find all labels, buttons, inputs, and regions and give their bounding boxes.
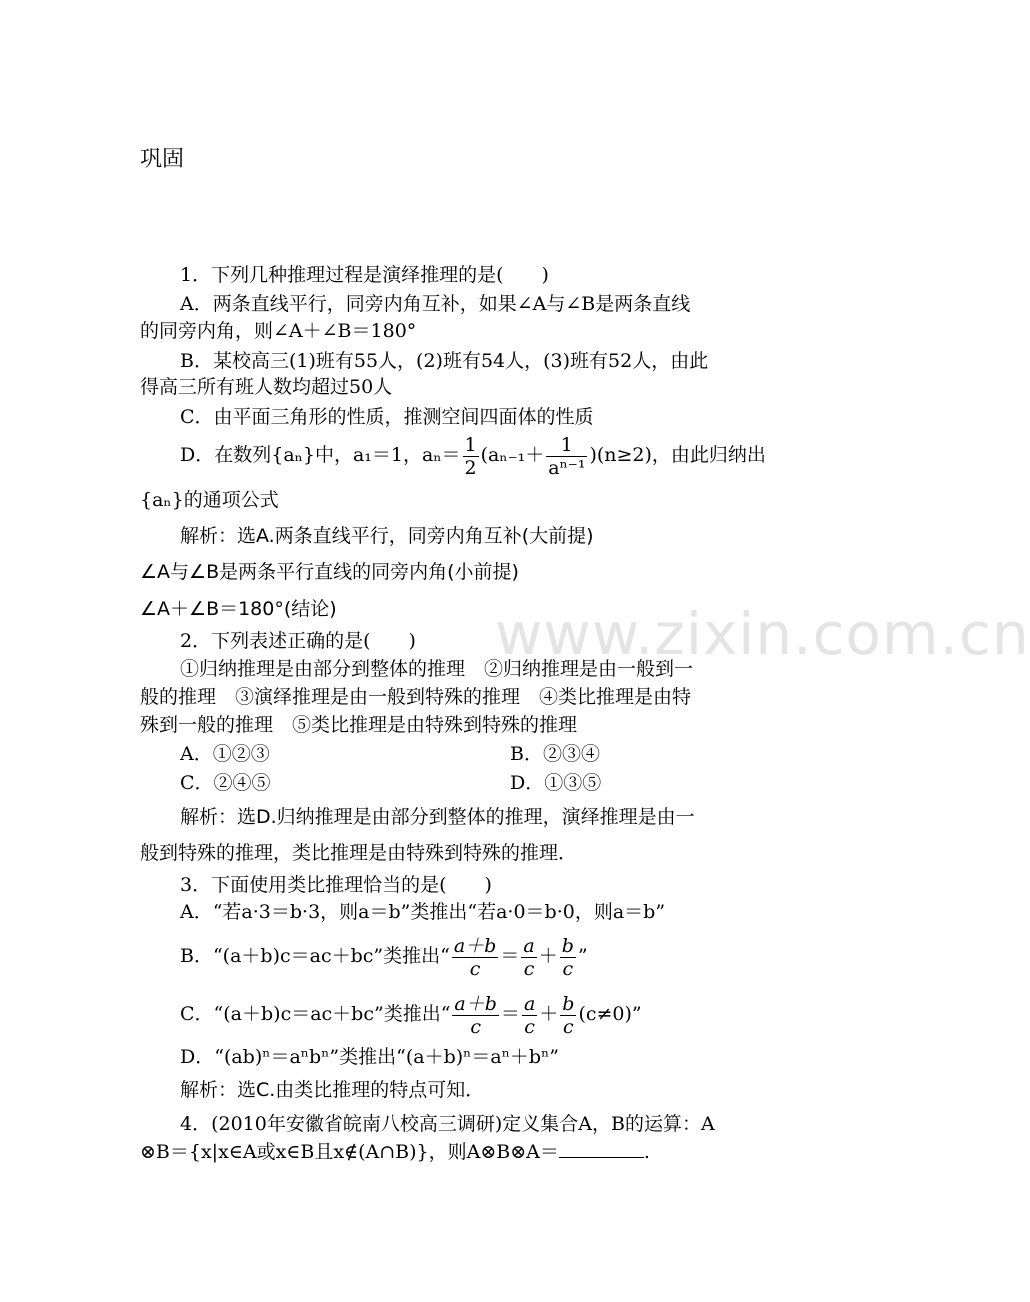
q1-option-d-prefix: D．在数列{aₙ}中，a₁＝1，aₙ＝ — [180, 444, 461, 466]
fraction-denominator: c — [469, 957, 481, 980]
q3-option-c-prefix: C．“(a＋b)c＝ac＋bc”类推出“ — [180, 1003, 451, 1025]
q1-option-a-line1: A．两条直线平行，同旁内角互补，如果∠A与∠B是两条直线 — [180, 293, 691, 315]
fraction — [560, 993, 576, 1038]
q2-option-a: A．①②③ — [180, 743, 270, 765]
plus-sign: ＋ — [539, 1003, 559, 1025]
page-title: 巩固 — [140, 147, 185, 172]
fraction-numerator: 1 — [464, 433, 477, 456]
q1-option-d-line2: {aₙ}的通项公式 — [140, 489, 279, 511]
q4-stem-text: ⊗B＝{x|x∈A或x∈B且x∉(A∩B)}，则A⊗B⊗A＝ — [140, 1141, 559, 1163]
fraction-numerator: a＋b — [454, 992, 497, 1015]
plus-sign: ＋ — [538, 945, 558, 967]
fraction-denominator: c — [562, 957, 574, 980]
q1-option-b-line1: B．某校高三(1)班有55人，(2)班有54人，(3)班有52人，由此 — [180, 350, 709, 372]
q4-stem-line2 — [140, 1139, 650, 1165]
q2-body-line2: 般的推理 ③演绎推理是由一般到特殊的推理 ④类比推理是由特 — [140, 686, 692, 708]
q2-body-line1: ①归纳推理是由部分到整体的推理 ②归纳推理是由一般到一 — [180, 658, 694, 680]
q3-option-a: A．“若a·3＝b·3，则a＝b”类推出“若a·0＝b·0，则a＝b” — [180, 901, 666, 923]
q4-stem-period: . — [643, 1141, 650, 1163]
q3-option-c-suffix: (c≠0)” — [578, 1003, 642, 1025]
q2-stem: 2．下列表述正确的是( ) — [180, 630, 416, 652]
fraction-numerator: a＋b — [453, 934, 497, 957]
fraction-numerator: b — [561, 934, 574, 957]
q3-option-b-prefix: B．“(a＋b)c＝ac＋bc”类推出“ — [180, 945, 450, 967]
q2-answer-line2: 般到特殊的推理，类比推理是由特殊到特殊的推理． — [140, 842, 578, 864]
fraction-numerator: a — [523, 934, 535, 957]
q1-option-b-line2: 得高三所有班人数均超过50人 — [140, 376, 393, 398]
equals-sign: ＝ — [500, 945, 520, 967]
q2-option-b: B．②③④ — [510, 743, 600, 765]
fraction-denominator: c — [470, 1015, 481, 1038]
fraction-one-over-a — [546, 434, 587, 479]
q1-option-a-line2: 的同旁内角，则∠A＋∠B＝180° — [140, 320, 417, 342]
q2-body-line3: 殊到一般的推理 ⑤类比推理是由特殊到特殊的推理 — [140, 714, 578, 736]
fraction-denominator: aⁿ⁻¹ — [548, 456, 586, 479]
q1-answer-line2: ∠A与∠B是两条平行直线的同旁内角(小前提) — [140, 561, 519, 583]
q1-option-d-suffix: )(n≥2)，由此归纳出 — [589, 444, 766, 466]
q2-option-d: D．①③⑤ — [510, 772, 602, 794]
q3-answer: 解析：选C.由类比推理的特点可知． — [180, 1079, 485, 1101]
fraction-denominator: c — [524, 1015, 535, 1038]
closing-quote: ” — [577, 945, 588, 967]
fraction-denominator: c — [523, 957, 535, 980]
q2-answer-line1: 解析：选D.归纳推理是由部分到整体的推理，演绎推理是由一 — [180, 806, 695, 828]
q2-option-c: C．②④⑤ — [180, 772, 271, 794]
q1-stem: 1．下列几种推理过程是演绎推理的是( ) — [180, 264, 549, 286]
fraction — [452, 935, 499, 980]
fraction — [522, 993, 537, 1038]
q3-stem: 3．下面使用类比推理恰当的是( ) — [180, 874, 492, 896]
fraction-denominator: c — [563, 1015, 574, 1038]
q1-option-c: C．由平面三角形的性质，推测空间四面体的性质 — [180, 406, 594, 428]
fraction-denominator: 2 — [464, 456, 477, 479]
q4-stem-line1: 4．(2010年安徽省皖南八校高三调研)定义集合A，B的运算：A — [180, 1113, 715, 1135]
watermark: www.zixin.com.cn — [495, 600, 1030, 668]
fraction-numerator: a — [523, 992, 536, 1015]
fraction-one-half — [463, 434, 479, 479]
q3-option-d: D．“(ab)ⁿ＝aⁿbⁿ”类推出“(a＋b)ⁿ＝aⁿ＋bⁿ” — [180, 1046, 560, 1068]
fraction — [560, 935, 576, 980]
q1-option-d-line1 — [180, 433, 766, 479]
q1-answer-line1: 解析：选A.两条直线平行，同旁内角互补(大前提) — [180, 525, 594, 547]
answer-blank[interactable] — [559, 1139, 644, 1158]
fraction — [521, 935, 536, 980]
q3-option-b — [180, 932, 588, 980]
fraction-numerator: b — [562, 992, 575, 1015]
fraction-numerator: 1 — [546, 434, 587, 457]
equals-sign: ＝ — [500, 1003, 520, 1025]
q1-answer-line3: ∠A＋∠B＝180°(结论) — [140, 598, 337, 620]
fraction — [452, 993, 499, 1038]
q3-option-c — [180, 990, 642, 1038]
q1-option-d-middle: (aₙ₋₁＋ — [480, 444, 545, 466]
